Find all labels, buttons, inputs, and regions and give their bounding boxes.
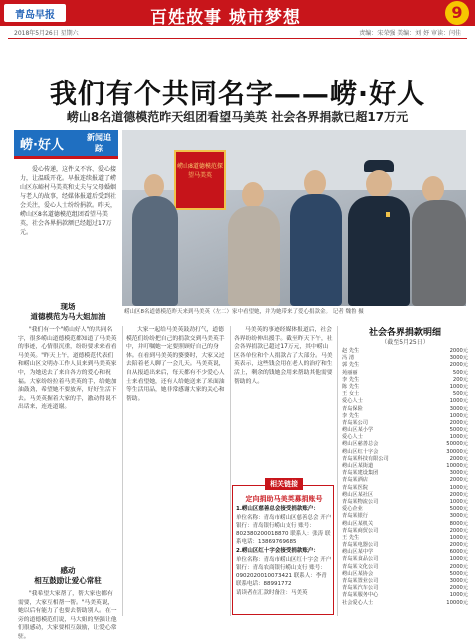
donor-name: 崂山区某小学 [342,427,374,434]
donor-name: 崂山区慈善总会 [342,441,379,448]
donation-row [342,485,468,492]
donor-name: 崂山区某社区 [342,491,374,498]
donation-amount: 2000元 [449,585,468,592]
column-divider [337,326,338,616]
donor-name: 爱心人士 [342,434,363,441]
donation-amount: 2000元 [449,419,468,426]
column-banner [14,130,118,156]
scene-body: "我们有一个"崂山好人"的共同名字，很多崂山道德模范都知道了马美英的事迹，心情很沉重，纷纷要求来看看马美英。"昨天上午，道德模范代表们和崂山区文明办工作人员来到马美英家中，为她送去了来自各方的爱心和祝福。大家纷纷拉着马美英的手，给她加油鼓劲，希望她不要放弃，好好生活下去。马美英握着大家的手，激动得说不出话来，连连道谢。 [18,327,117,411]
photo-caption: 崂山区8名道德模范昨天来到马美英（左二）家中看望她，并为她带来了爱心捐款金。 记者 魏鲁 摄 [124,309,364,315]
section-title-scene: 现场 道德模范为马大姐加油 [30,302,106,321]
donation-row [342,513,468,520]
donor-name: 青岛某公司 [342,419,368,426]
donor-name: 青岛某科技有限公司 [342,455,389,462]
related-note: 请读者在汇款时备注：马美英 [236,590,308,596]
donor-name: 青岛保险 [342,405,363,412]
donor-name: 爱心人士 [342,398,363,405]
donation-amount: 2000元 [449,527,468,534]
donation-row [342,406,468,413]
donation-row [342,449,468,456]
badge-icon [386,212,390,217]
donor-name: 青岛某置业公司 [342,578,379,584]
donor-name: 崂山区某中学 [342,549,374,556]
person-head [144,174,164,198]
headline: 我们有个共同名字——崂·好人 [49,79,426,110]
section-slogan: 百姓故事 城市梦想 [150,8,301,28]
donor-name: 青岛某服务中心 [342,592,379,599]
mutual-body: "我希望大家帮了，帮大家也都有需要，大家互相帮一帮。"马美英说，她以后有能力了也要去帮助别人。在一旁的道德模范们说，马大姐的坚强让他们很感动，大家要相互鼓励，让爱心常驻。 [18,591,117,640]
account-detail: 单位名称：青岛市崂山区慈善总会 开户银行：青岛银行崂山支行 账号：802380200018870 联系人：张涛 联系电话：13869769685 [236,515,332,545]
sub-bar [0,26,475,38]
donation-title: 社会各界捐款明细 [368,328,441,338]
related-title: 定向捐助马美英募捐账号 [245,495,323,503]
donor-name: 爱心企业 [342,506,363,513]
donation-amount: 1000元 [449,556,468,563]
donor-name: 崂山区红十字会 [342,448,379,455]
donor-name: 王 女士 [342,391,360,398]
donation-amount: 5000元 [449,506,468,513]
donation-row [342,492,468,499]
donation-row [342,528,468,535]
banner-accent [14,156,118,159]
donation-amount: 1000元 [449,383,468,390]
person-head [242,182,264,208]
donation-amount: 3000元 [449,578,468,584]
related-content [236,505,332,598]
donor-name: 郭 先生 [342,362,360,369]
donor-name: 陈 先生 [342,383,360,390]
donation-row [342,521,468,528]
donation-amount: 2000元 [449,455,468,462]
donation-amount: 2000元 [449,362,468,369]
banner-title: 崂·好人 [20,138,64,153]
donation-row [342,370,468,377]
donor-name: 青岛某物流公司 [342,498,379,505]
donation-amount: 10000元 [446,599,468,606]
section-title-mutual: 感动 相互鼓励让爱心常驻 [34,566,102,585]
intro-paragraph: 爱心传递，这件义不容、爱心接力，让温暖开花。早报连续报道了崂山区东峪村马美英和丈夫与父母婚姻与老人的故事，经媒体报道后受到社会关注，爱心人士纷纷捐款。昨天，崂山区8名道德模范组团看望马美英，社会各界捐款额已经超过17万元。 [20,166,117,236]
donation-amount: 1000元 [449,412,468,419]
donation-amount: 8000元 [449,520,468,527]
donor-name: 青岛某商贸公司 [342,527,379,534]
page-number: 9 [445,1,469,25]
donation-amount: 30000元 [446,448,468,455]
donor-name: 冯 清 [342,355,355,362]
donation-amount: 1000元 [449,534,468,541]
logo-text: 青岛早报 [15,10,55,21]
person-body [132,196,178,306]
donation-amount: 3000元 [449,470,468,477]
donor-name: 社会爱心人士 [342,599,374,606]
donation-row [342,571,468,578]
column-divider [122,326,123,616]
donor-name: 李 先生 [342,412,360,419]
donation-row [342,564,468,571]
donor-name: 崂山区某协会 [342,570,374,577]
masthead [0,0,475,26]
donation-amount: 5000元 [449,570,468,577]
photo-sign: 崂山8道德模范探望马美英 [174,150,226,210]
banner-tag: 新闻追踪 [87,133,111,153]
donation-amount: 1000元 [449,592,468,599]
news-photo [122,130,466,306]
header-rule [8,38,467,39]
donation-amount: 1000元 [449,398,468,405]
donation-amount: 2000元 [449,348,468,354]
donation-amount: 5000元 [449,427,468,434]
donation-row [342,420,468,427]
donation-amount: 50000元 [446,441,468,448]
donation-row [342,413,468,420]
person-head [304,170,326,196]
donation-amount: 200元 [452,376,468,383]
donation-row [342,556,468,563]
donor-name: 李 先生 [342,376,360,383]
donation-row [342,535,468,542]
subheadline: 崂山8名道德模范昨天组团看望马美英 社会各界捐款已超17万元 [66,110,409,124]
issue-date: 2018年5月26日 星期六 [14,30,79,37]
editors-credit: 责编：宋荣强 美编：刘 妤 审读：闫佳 [359,30,461,37]
donation-amount: 500元 [452,391,468,398]
donation-amount: 2000元 [449,542,468,549]
donation-amount: 1000元 [449,434,468,441]
column-divider [230,326,231,616]
donor-name: 青岛某银行 [342,513,368,520]
donation-row [342,362,468,369]
account-detail: 单位名称：青岛市崂山区红十字会 开户银行：青岛农商银行崂山支行 账号：0902020010073421 联系人：李青 联系电话：88991772 [236,557,332,587]
donor-name: 青岛某汽车公司 [342,585,379,592]
donation-amount: 2000元 [449,563,468,570]
donor-name: 青岛某电器公司 [342,542,379,549]
donor-name: 青岛某食品公司 [342,556,379,563]
person-body [228,206,280,306]
donor-name: 青岛某酒店 [342,477,368,484]
donor-name: 王 先生 [342,534,360,541]
person-body [290,194,342,306]
donor-name: 青岛某建设集团 [342,470,379,477]
donation-row [342,441,468,448]
donor-name: 崂山区某机关 [342,520,374,527]
donation-amount: 10000元 [446,463,468,469]
donor-name: 赵 先生 [342,348,360,354]
donation-row [342,477,468,484]
donation-row [342,592,468,599]
donation-row [342,377,468,384]
donation-amount: 6000元 [449,549,468,556]
donation-amount: 2000元 [449,477,468,484]
donor-name: 青岛某医院 [342,484,368,491]
donation-amount: 1000元 [449,484,468,491]
donation-amount: 2000元 [449,491,468,498]
person-head [366,170,392,198]
account-heading: 2.崂山区红十字会接受捐款账户： [236,548,319,554]
person-head [422,176,444,202]
person-body [348,196,410,306]
middle-body: 大家一起给马美英鼓劲打气，道德模范们纷纷把自己的捐款交到马美英手中，并叮嘱她一定要照顾好自己的身体。在看到马美英的婆婆时，大家又过去陪着老人聊了一会儿天。马美英说，自从报道出来后，每天都有不少爱心人士来看望她，还有人给她送来了米面油等生活用品，她非常感谢大家的关心和帮助。 [126,327,225,402]
donation-amount: 3000元 [449,513,468,520]
donation-amount: 3000元 [449,405,468,412]
donation-amount: 500元 [452,369,468,376]
person-body [412,200,466,306]
newspaper-logo [4,4,66,22]
donor-name: 崂山区某街道 [342,463,374,469]
related-label: 相关链接 [265,478,303,490]
donation-amount: 3000元 [449,355,468,362]
donation-row [342,600,468,607]
account-heading: 1.崂山区慈善总会接受捐款账户： [236,506,319,512]
donor-name: 青岛某文化公司 [342,563,379,570]
donation-list [342,348,468,607]
donation-date: （截至5月25日） [381,339,429,346]
donation-row [342,456,468,463]
donation-row [342,398,468,405]
donor-name: 苑丽丽 [342,369,358,376]
right-body: 马美英的事迹经媒体报道后，社会各界纷纷伸出援手。截至昨天下午，社会各界捐款已超过17万元，其中崂山区各单位和个人捐款占了大部分。马美英表示，这些钱会用在老人的治疗和生活上，剩余的钱她会用来帮助其他需要帮助的人。 [234,327,333,385]
donation-row [342,384,468,391]
donation-amount: 1000元 [449,498,468,505]
